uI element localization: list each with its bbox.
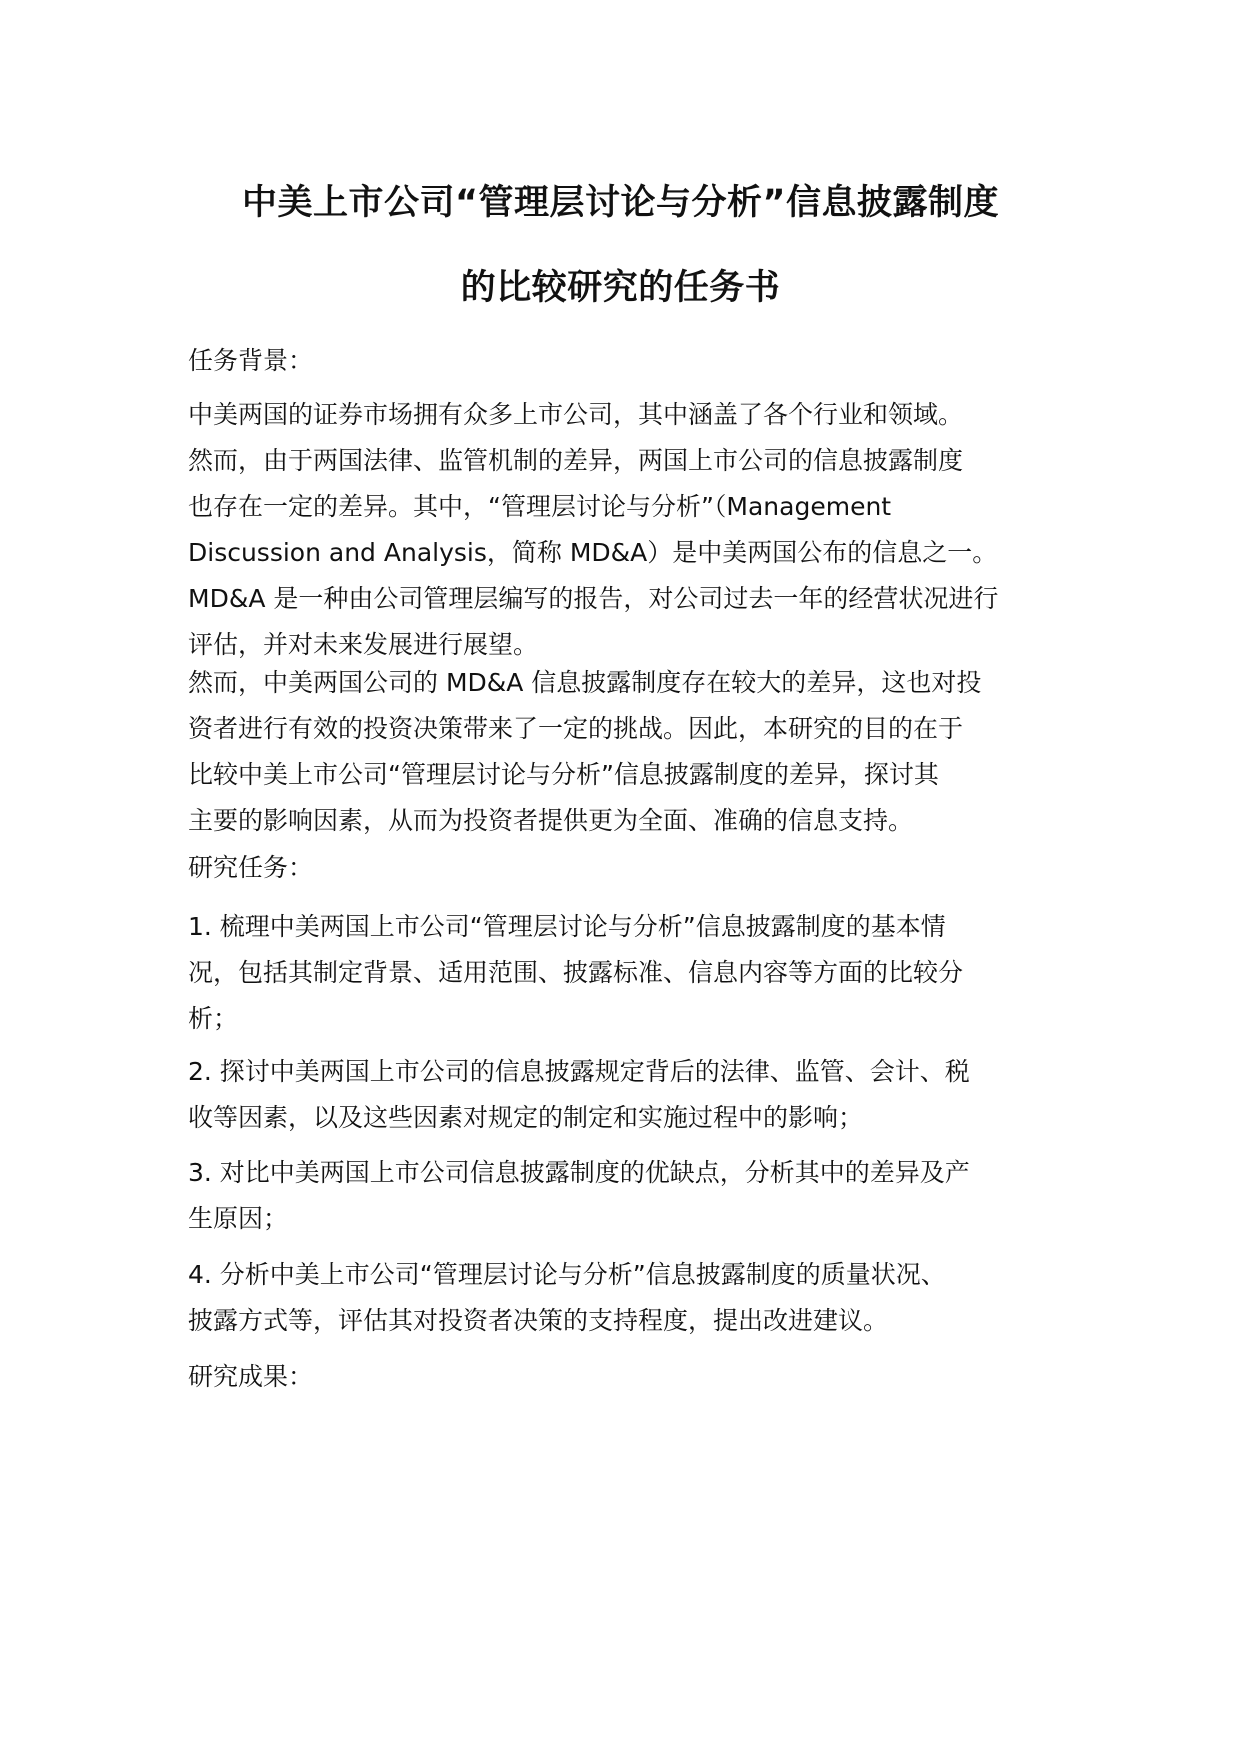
paragraph-line: 生原因；: [188, 1204, 289, 1233]
paragraph-line: Discussion and Analysis，简称 MD&A）是中美两国公布的信息之一。: [188, 538, 998, 567]
heading-text: 研究任务：: [188, 853, 314, 882]
task-item-4: [188, 1252, 1068, 1344]
task-item-2: [188, 1049, 1068, 1141]
paragraph-line: MD&A 是一种由公司管理层编写的报告，对公司过去一年的经营状况进行: [188, 584, 999, 613]
document-title-line-2: 的比较研究的任务书: [460, 268, 781, 308]
task-item-3: [188, 1150, 1068, 1242]
paragraph-line: 也存在一定的差异。其中，“管理层讨论与分析”（Management: [188, 492, 892, 521]
paragraph-line: 比较中美上市公司“管理层讨论与分析”信息披露制度的差异，探讨其: [188, 760, 939, 789]
section-heading-tasks: [188, 845, 1068, 891]
task-item-1: [188, 904, 1068, 1042]
paragraph-line: 2. 探讨中美两国上市公司的信息披露规定背后的法律、监管、会计、税: [188, 1057, 970, 1086]
paragraph-line: 主要的影响因素，从而为投资者提供更为全面、准确的信息支持。: [188, 806, 914, 835]
section-heading-results: [188, 1354, 1068, 1400]
paragraph-line: 评估，并对未来发展进行展望。: [188, 630, 539, 659]
paragraph-background-1: [188, 392, 1068, 668]
document-title-line-1: 中美上市公司“管理层讨论与分析”信息披露制度: [241, 183, 999, 223]
paragraph-line: 然而，中美两国公司的 MD&A 信息披露制度存在较大的差异，这也对投: [188, 668, 982, 697]
heading-text: 研究成果：: [188, 1362, 314, 1391]
paragraph-line: 3. 对比中美两国上市公司信息披露制度的优缺点，分析其中的差异及产: [188, 1158, 970, 1187]
paragraph-line: 披露方式等，评估其对投资者决策的支持程度，提出改进建议。: [188, 1306, 889, 1335]
heading-text: 任务背景：: [188, 346, 314, 375]
paragraph-line: 4. 分析中美上市公司“管理层讨论与分析”信息披露制度的质量状况、: [188, 1260, 946, 1289]
paragraph-line: 1. 梳理中美两国上市公司“管理层讨论与分析”信息披露制度的基本情: [188, 912, 946, 941]
paragraph-line: 中美两国的证券市场拥有众多上市公司，其中涵盖了各个行业和领域。: [188, 400, 964, 429]
paragraph-background-2: [188, 660, 1068, 844]
section-heading-background: [188, 338, 1068, 384]
paragraph-line: 资者进行有效的投资决策带来了一定的挑战。因此，本研究的目的在于: [188, 714, 964, 743]
paragraph-line: 收等因素，以及这些因素对规定的制定和实施过程中的影响；: [188, 1103, 864, 1132]
paragraph-line: 然而，由于两国法律、监管机制的差异，两国上市公司的信息披露制度: [188, 446, 964, 475]
paragraph-line: 析；: [188, 1004, 239, 1033]
paragraph-line: 况，包括其制定背景、适用范围、披露标准、信息内容等方面的比较分: [188, 958, 964, 987]
